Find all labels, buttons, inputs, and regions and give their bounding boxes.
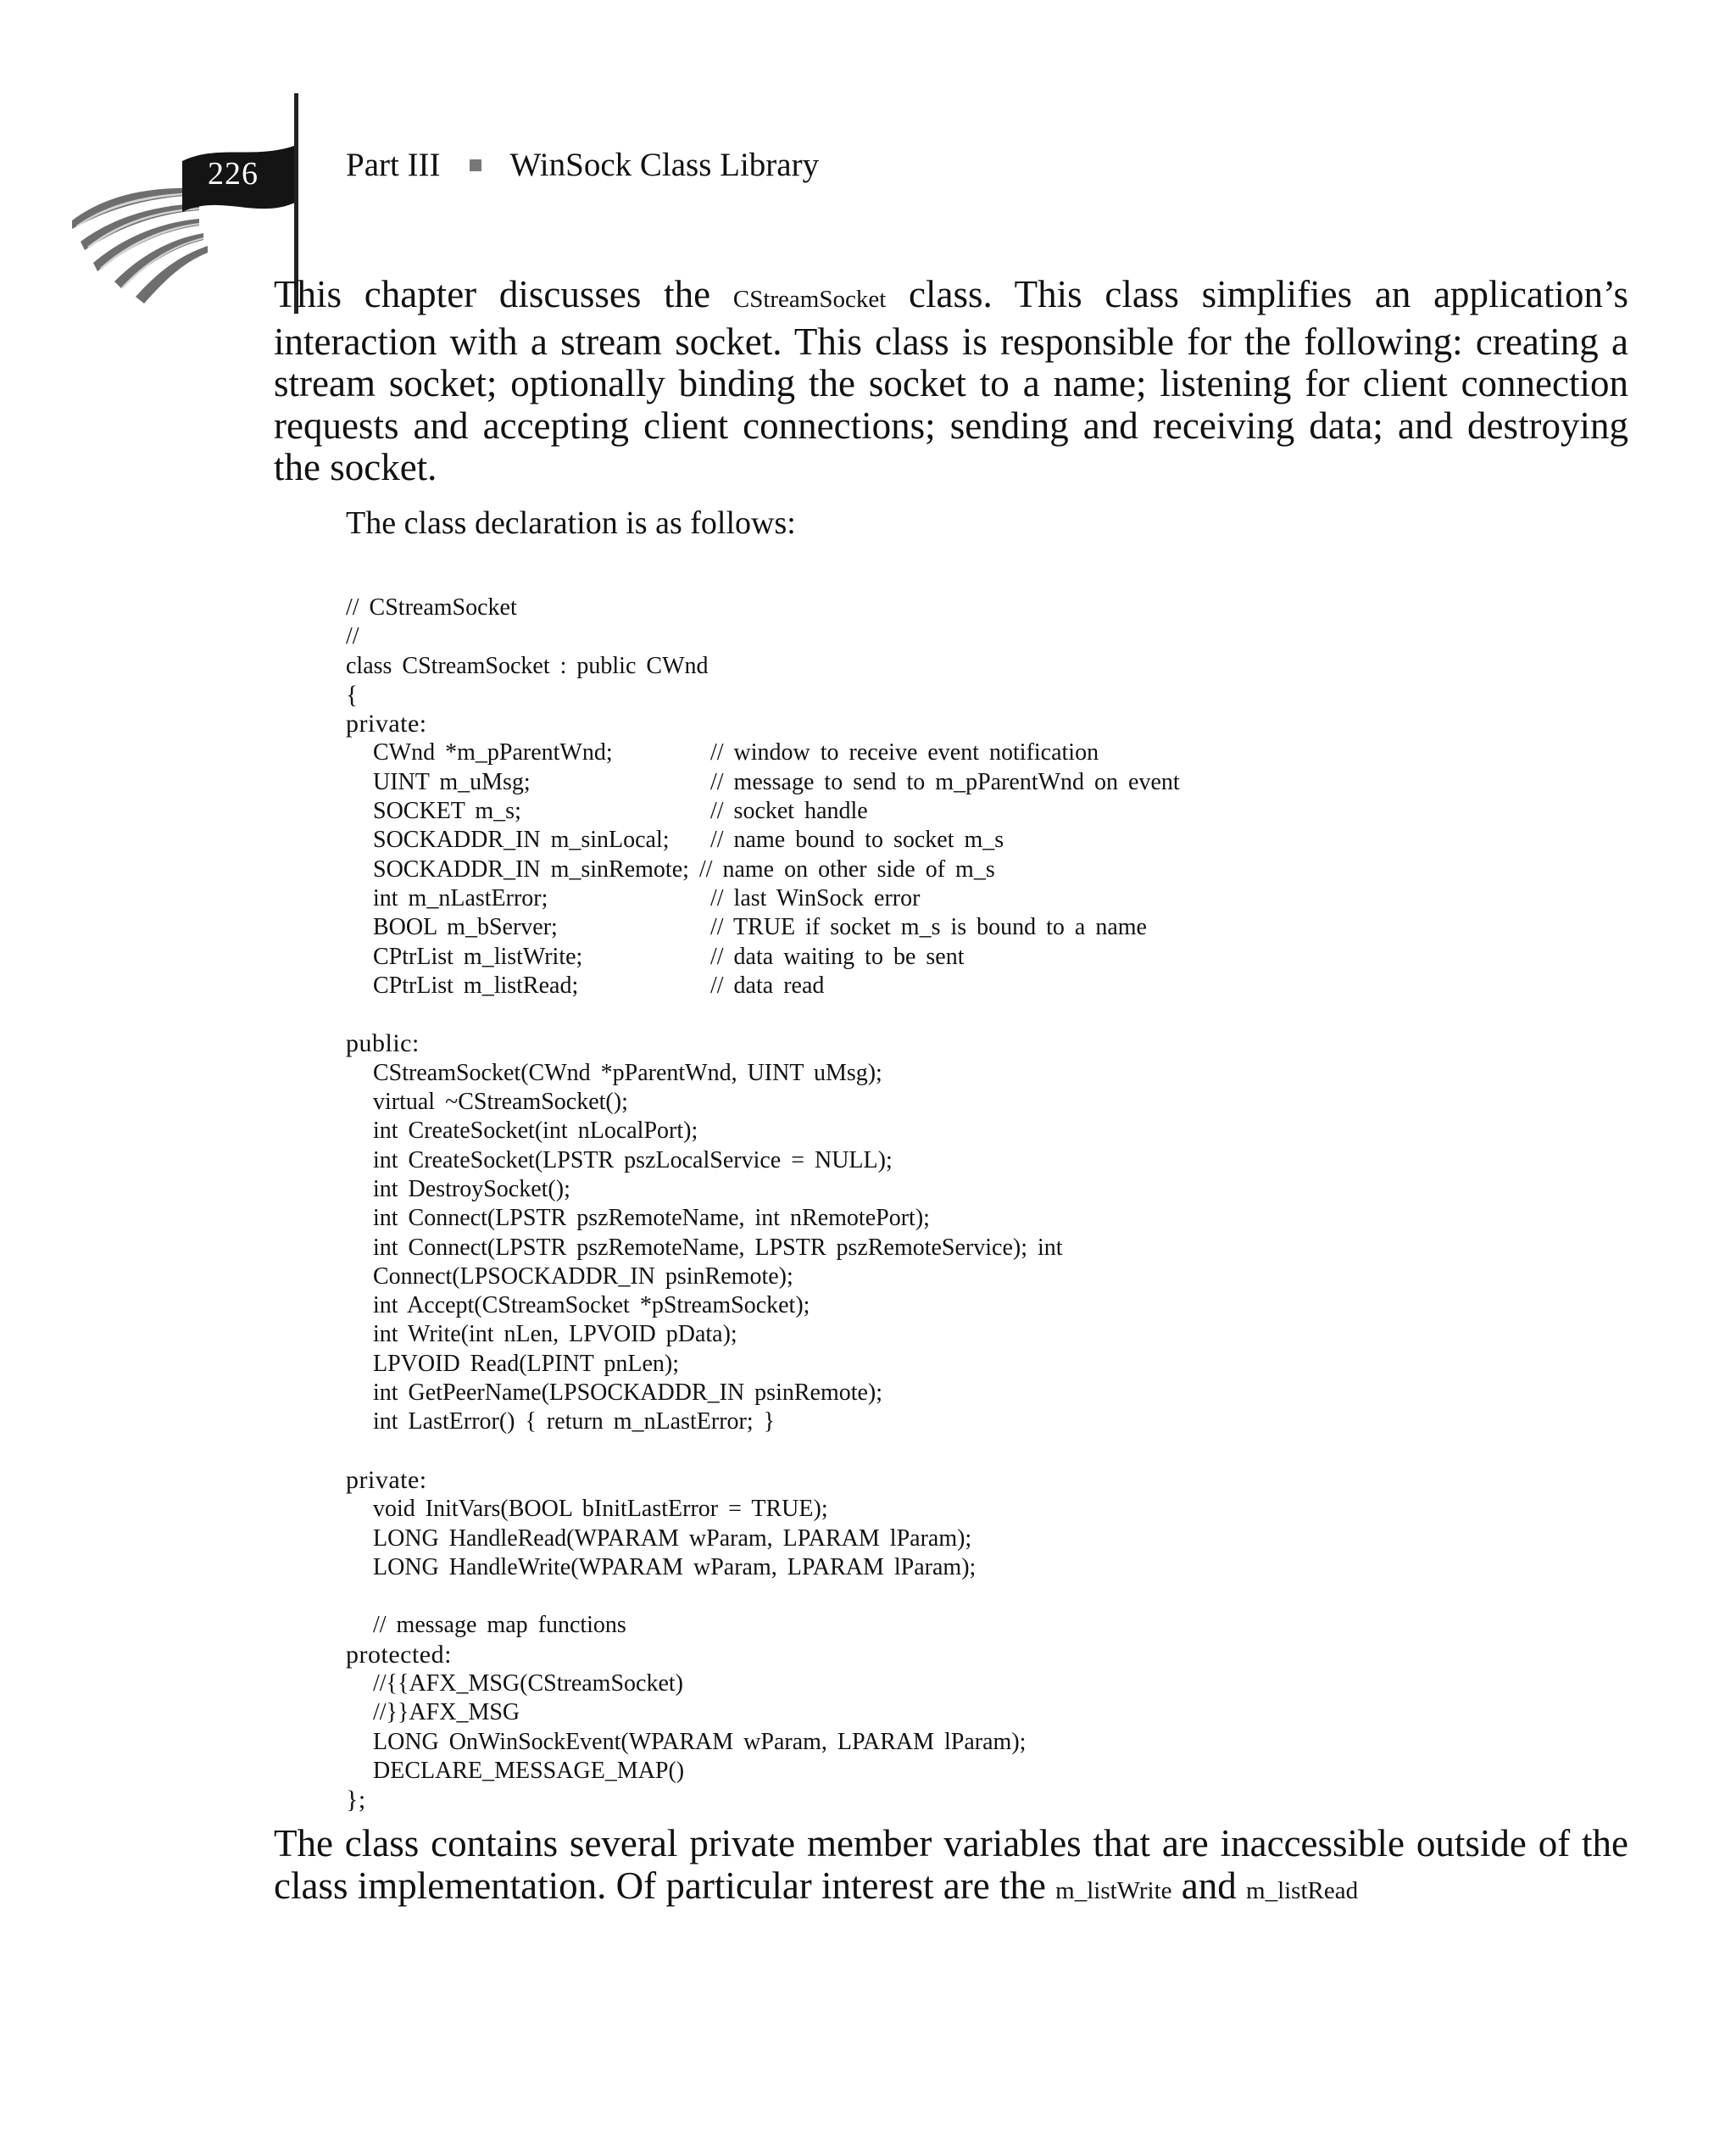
code-text: CPtrList m_listWrite; — [373, 943, 583, 970]
code-text: BOOL m_bServer; — [373, 914, 558, 941]
code-text: protected: — [346, 1640, 452, 1669]
code-text: // message map functions — [373, 1612, 626, 1639]
code-line — [346, 797, 1668, 826]
code-comment: // data waiting to be sent — [710, 943, 965, 970]
code-line — [346, 1088, 1668, 1117]
code-text: class CStreamSocket : public CWnd — [346, 652, 709, 679]
code-text: int CreateSocket(LPSTR pszLocalService = NULL); — [373, 1146, 893, 1173]
code-line — [346, 1757, 1668, 1786]
code-line — [346, 856, 1668, 884]
intro-paragraph — [274, 274, 1628, 489]
code-text: LONG HandleRead(WPARAM wParam, LPARAM lParam); — [373, 1524, 972, 1552]
code-text: public: — [346, 1029, 420, 1058]
code-text: //{{AFX_MSG(CStreamSocket) — [373, 1669, 683, 1697]
closing-text-b: and — [1181, 1864, 1237, 1907]
code-text: CStreamSocket(CWnd *pParentWnd, UINT uMsg); — [373, 1059, 882, 1086]
code-text: // CStreamSocket — [346, 594, 517, 621]
code-text: int Connect(LPSTR pszRemoteName, LPSTR pszRemoteService); int — [373, 1234, 1063, 1261]
code-text: UINT m_uMsg; — [373, 768, 531, 795]
code-text: // — [346, 623, 359, 650]
code-comment: // socket handle — [710, 798, 868, 825]
code-text: int Accept(CStreamSocket *pStreamSocket); — [373, 1292, 810, 1319]
inline-code-cstreamsocket: CStreamSocket — [732, 286, 887, 313]
chapter-title: WinSock Class Library — [509, 147, 820, 183]
code-text: DECLARE_MESSAGE_MAP() — [373, 1757, 685, 1784]
code-line — [346, 710, 1668, 738]
code-line — [346, 1146, 1668, 1175]
code-line — [346, 1117, 1668, 1145]
code-line — [346, 884, 1668, 913]
code-line — [346, 1379, 1668, 1407]
code-line — [346, 1728, 1668, 1757]
code-text: LONG HandleWrite(WPARAM wParam, LPARAM lParam); — [373, 1553, 976, 1580]
code-text: int m_nLastError; — [373, 884, 548, 911]
code-comment: // window to receive event notification — [710, 739, 1099, 766]
code-line — [346, 913, 1668, 942]
code-text: int DestroySocket(); — [373, 1175, 570, 1202]
code-line — [346, 1175, 1668, 1204]
code-line — [346, 1611, 1668, 1640]
code-line — [346, 1291, 1668, 1320]
code-line — [346, 972, 1668, 1000]
code-comment: // name bound to socket m_s — [710, 827, 1004, 854]
code-line — [346, 1437, 1668, 1466]
code-line — [346, 943, 1668, 972]
code-text: SOCKADDR_IN m_sinLocal; — [373, 827, 670, 854]
code-text: void InitVars(BOOL bInitLastError = TRUE); — [373, 1496, 828, 1523]
code-line — [346, 1582, 1668, 1611]
code-text: //}}AFX_MSG — [373, 1699, 520, 1726]
code-line — [346, 1669, 1668, 1698]
code-line — [346, 1698, 1668, 1727]
code-text: LONG OnWinSockEvent(WPARAM wParam, LPARAM lParam); — [373, 1728, 1027, 1755]
code-text: private: — [346, 1465, 427, 1494]
code-line — [346, 681, 1668, 710]
code-text: }; — [346, 1786, 366, 1814]
code-text: virtual ~CStreamSocket(); — [373, 1089, 628, 1116]
separator-square-icon — [470, 159, 481, 171]
closing-paragraph — [274, 1823, 1628, 1912]
code-line — [346, 1029, 1668, 1058]
code-line — [346, 1553, 1668, 1582]
code-line — [346, 1407, 1668, 1436]
code-line — [346, 1059, 1668, 1088]
code-line — [346, 738, 1668, 767]
code-line — [346, 826, 1668, 855]
code-line — [346, 1320, 1668, 1349]
code-text: CWnd *m_pParentWnd; — [373, 739, 613, 766]
code-text: int Connect(LPSTR pszRemoteName, int nRemotePort); — [373, 1205, 930, 1232]
code-comment: // TRUE if socket m_s is bound to a name — [710, 914, 1147, 941]
code-listing — [346, 594, 1668, 1814]
inline-code-m-listread: m_listRead — [1246, 1876, 1359, 1904]
code-line — [346, 1262, 1668, 1291]
part-label: Part III — [346, 147, 441, 183]
intro-text-b: class. This class simplifies an application’s interaction with a stream socket. This class is responsible for the following: creating a stream socket; optionally binding the socket to a name; listening for client connection requests and accepting client connections; sending and receiving data; and destroying the socket. — [274, 273, 1629, 488]
inline-code-m-listwrite: m_listWrite — [1055, 1876, 1172, 1904]
page-number: 226 — [208, 156, 259, 192]
declaration-lead: The class declaration is as follows: — [346, 505, 796, 541]
closing-text-a: The class contains several private member variables that are inaccessible outside of the class implementation. Of particular interest are the — [274, 1822, 1628, 1907]
code-text: CPtrList m_listRead; — [373, 972, 579, 999]
code-comment: // last WinSock error — [710, 884, 921, 911]
code-line — [346, 768, 1668, 797]
code-line — [346, 1000, 1668, 1029]
code-text: Connect(LPSOCKADDR_IN psinRemote); — [373, 1262, 793, 1290]
code-text: int Write(int nLen, LPVOID pData); — [373, 1321, 737, 1348]
code-line — [346, 652, 1668, 681]
code-line — [346, 1524, 1668, 1553]
code-line — [346, 1495, 1668, 1524]
code-text: private: — [346, 710, 427, 738]
running-head — [346, 146, 819, 184]
code-text: LPVOID Read(LPINT pnLen); — [373, 1350, 679, 1377]
code-line — [346, 1786, 1668, 1814]
code-comment: // data read — [710, 972, 825, 999]
code-comment: // message to send to m_pParentWnd on event — [710, 768, 1180, 795]
intro-text-a: This chapter discusses the — [274, 273, 711, 315]
code-text: SOCKET m_s; — [373, 798, 521, 825]
code-line — [346, 1350, 1668, 1379]
code-line — [346, 594, 1668, 622]
code-text: int GetPeerName(LPSOCKADDR_IN psinRemote); — [373, 1379, 883, 1407]
code-line — [346, 1204, 1668, 1233]
code-line — [346, 622, 1668, 651]
code-text: int CreateSocket(int nLocalPort); — [373, 1117, 698, 1145]
code-text: { — [346, 680, 359, 709]
code-line — [346, 1234, 1668, 1262]
code-line — [346, 1466, 1668, 1495]
code-text: int LastError() { return m_nLastError; } — [373, 1408, 776, 1435]
code-line — [346, 1641, 1668, 1669]
code-text: SOCKADDR_IN m_sinRemote; // name on other side of m_s — [373, 856, 995, 883]
